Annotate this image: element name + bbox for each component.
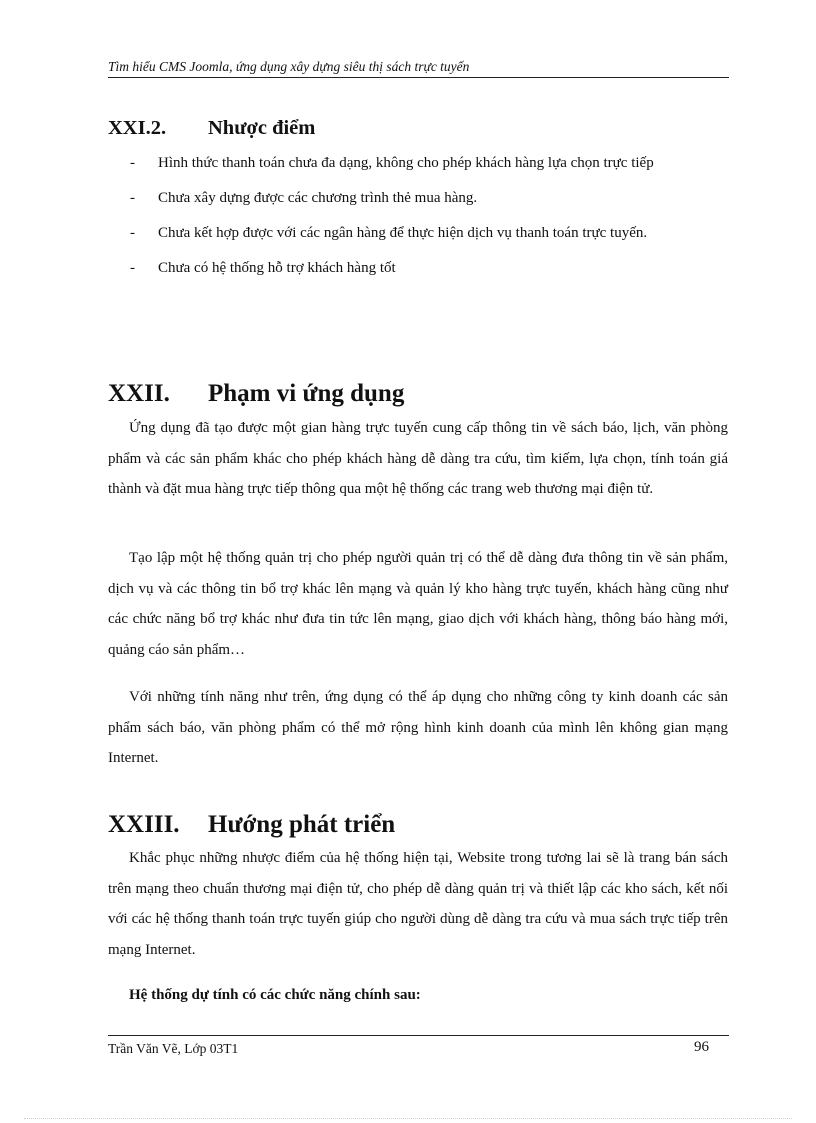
page-footer [108, 1035, 729, 1057]
list-item: - Chưa kết hợp được với các ngân hàng để thực hiện dịch vụ thanh toán trực tuyến. [108, 218, 728, 248]
bullet-dash-icon: - [130, 260, 135, 276]
section-heading-xxi2 [108, 117, 315, 140]
paragraph: Khắc phục những nhược điểm của hệ thống hiện tại, Website trong tương lai sẽ là trang bán sách trên mạng theo chuẩn thương mại điện tử, cho phép dễ dàng quản trị và thiết lập các kho sách, kết nối với các hệ thống thanh toán trực tuyến giúp cho người dùng dễ dàng tra cứu và mua sách trực tiếp trên mạng Internet. [108, 850, 728, 958]
bullet-dash-icon: - [130, 190, 135, 206]
section-number: XXI.2. [108, 117, 167, 139]
page-number: 96 [694, 1039, 709, 1055]
section-title: Phạm vi ứng dụng [208, 380, 405, 407]
section-title: Nhược điểm [208, 117, 316, 139]
header-title: Tìm hiểu CMS Joomla, ứng dụng xây dựng siêu thị sách trực tuyến [108, 59, 470, 74]
section-heading-xxiii [108, 811, 395, 839]
list-item: - Chưa có hệ thống hỗ trợ khách hàng tốt [108, 253, 728, 283]
page-header [108, 58, 729, 78]
section-number: XXIII. [108, 811, 180, 838]
footer-author: Trần Văn Vẽ, Lớp 03T1 [108, 1041, 239, 1056]
disadvantages-list [108, 148, 728, 288]
bullet-dash-icon: - [130, 225, 135, 241]
list-item: - Chưa xây dựng được các chương trình thẻ mua hàng. [108, 183, 728, 213]
section-title: Hướng phát triển [208, 811, 396, 838]
section-heading-xxii [108, 380, 404, 408]
subheading: Hệ thống dự tính có các chức năng chính sau: [129, 987, 421, 1003]
paragraph: Ứng dụng đã tạo được một gian hàng trực tuyến cung cấp thông tin về sách báo, lịch, văn phòng phẩm và các sản phẩm khác cho phép khách hàng dễ dàng tra cứu, tìm kiếm, lựa chọn, tính toán giá thành và đặt mua hàng trực tiếp thông qua một hệ thống các trang web thương mại điện tử. [108, 420, 728, 497]
page-bottom-divider [24, 1118, 792, 1119]
list-item: - Hình thức thanh toán chưa đa dạng, không cho phép khách hàng lựa chọn trực tiếp [108, 148, 728, 178]
paragraph: Tạo lập một hệ thống quản trị cho phép người quản trị có thể dễ dàng đưa thông tin về sản phẩm, dịch vụ và các thông tin bổ trợ khác lên mạng và quản lý kho hàng trực tuyến, khách hàng cũng như các chức năng bổ trợ khác như đưa tin tức lên mạng, giao dịch với khách hàng, thông báo hàng mới, quảng cáo sản phẩm… [108, 550, 728, 658]
paragraph: Với những tính năng như trên, ứng dụng có thể áp dụng cho những công ty kinh doanh các sản phẩm sách báo, văn phòng phẩm có thể mở rộng hình kinh doanh của mình lên không gian mạng Internet. [108, 689, 728, 766]
section-number: XXII. [108, 380, 170, 407]
bullet-dash-icon: - [130, 155, 135, 171]
